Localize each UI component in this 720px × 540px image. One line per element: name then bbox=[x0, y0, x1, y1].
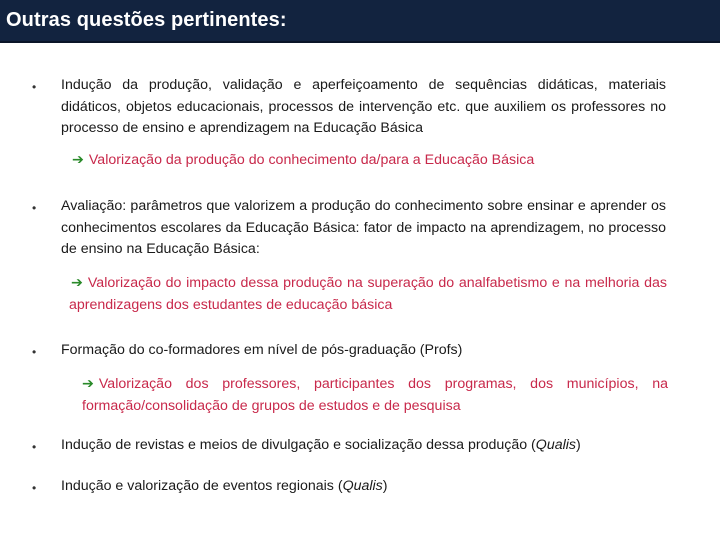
bullet-marker: • bbox=[32, 481, 37, 495]
item-3-highlight: Valorização dos professores, participantes dos programas, dos municípios, na formação/consolidação de grupos de estudos e de pesquisa bbox=[82, 376, 668, 414]
item-1-highlight: Valorização da produção do conhecimento da/para a Educação Básica bbox=[88, 152, 535, 168]
bullet-marker: • bbox=[32, 345, 37, 359]
slide-title: Outras questões pertinentes: bbox=[6, 9, 287, 31]
item-5-text: Indução e valorização de eventos regionais (Qualis) bbox=[61, 478, 388, 494]
item-3-highlight-line bbox=[82, 374, 668, 417]
bullet-marker: • bbox=[32, 201, 37, 215]
item-2-highlight: Valorização do impacto dessa produção na superação do analfabetismo e na melhoria das aprendizagens dos estudantes de educação básica bbox=[69, 275, 667, 313]
item-2-highlight-line bbox=[69, 273, 667, 316]
arrow-right-icon: ➔ bbox=[72, 152, 84, 168]
bullet-marker: • bbox=[32, 440, 37, 454]
bullet-marker: • bbox=[32, 80, 37, 94]
arrow-right-icon: ➔ bbox=[71, 275, 83, 291]
item-3-text: Formação do co-formadores em nível de pós-graduação (Profs) bbox=[61, 342, 463, 358]
arrow-right-icon: ➔ bbox=[82, 376, 94, 392]
item-1-text: Indução da produção, validação e aperfeiçoamento de sequências didáticas, materiais didáticos, objetos educacionais, processos de intervenção etc. que auxiliem os professores no processo de ensino e aprendizagem na Educação Básica bbox=[61, 77, 666, 136]
title-bar bbox=[0, 0, 720, 43]
item-4-text: Indução de revistas e meios de divulgação e socialização dessa produção (Qualis) bbox=[61, 437, 581, 453]
item-1-highlight-line bbox=[72, 150, 534, 172]
item-2-text: Avaliação: parâmetros que valorizem a produção do conhecimento sobre ensinar e aprender os conhecimentos escolares da Educação Básica: fator de impacto na aprendizagem, no processo de ensino na Educação Básica: bbox=[61, 198, 666, 257]
